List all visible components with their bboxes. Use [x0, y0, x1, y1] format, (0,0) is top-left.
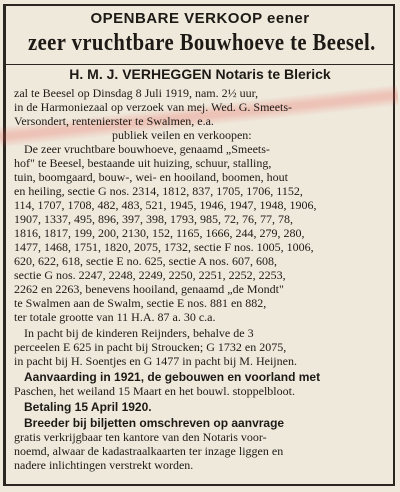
body-line: Versondert, rentenierster te Swalmen, e.a. [14, 114, 214, 128]
body-line: Paschen, het weiland 15 Maart en het bouwl. stoppelbloot. [14, 384, 295, 398]
body-line: ter totale grootte van 11 H.A. 87 a. 30 c.a. [14, 310, 216, 324]
body-line: zal te Beesel op Dinsdag 8 Juli 1919, nam. 2½ uur, [14, 86, 259, 100]
body-line: De zeer vruchtbare bouwhoeve, genaamd „Smeets- [24, 142, 270, 156]
body-line: gratis verkrijgbaar ten kantore van den Notaris voor- [14, 430, 267, 444]
body-line: sectie G nos. 2247, 2248, 2249, 2250, 2251, 2252, 2253, [14, 268, 286, 282]
body-line: noemd, alwaar de kadastraalkaarten ter inzage liggen en [14, 444, 284, 458]
body-line: 1907, 1337, 495, 896, 397, 398, 1793, 985, 72, 76, 77, 78, [14, 212, 293, 226]
heading-notary: H. M. J. VERHEGGEN Notaris te Blerick [69, 66, 331, 82]
body-line: Betaling 15 April 1920. [24, 400, 152, 414]
body-line: publiek veilen en verkoopen: [112, 128, 252, 142]
heading-farm: zeer vruchtbare Bouwhoeve te Beesel. [28, 30, 376, 56]
body-line: 114, 1707, 1708, 482, 483, 521, 1945, 1946, 1947, 1948, 1906, [14, 198, 317, 212]
body-line: In pacht bij de kinderen Reijnders, behalve de 3 [24, 326, 254, 340]
body-line: 1816, 1817, 199, 200, 2130, 152, 1165, 1666, 244, 279, 280, [14, 226, 305, 240]
body-line: 2262 en 2263, benevens hooiland, genaamd „de Mondt" [14, 282, 284, 296]
body-line: Breeder bij biljetten omschreven op aanvrage [24, 416, 285, 430]
heading-public-sale: OPENBARE VERKOOP eener [90, 10, 310, 27]
body-line: in pacht bij H. Soentjes en G 1477 in pacht bij M. Heijnen. [14, 354, 297, 368]
body-line: Aanvaarding in 1921, de gebouwen en voorland met [24, 370, 321, 384]
body-line: in de Harmoniezaal op verzoek van mej. Wed. G. Smeets- [14, 100, 293, 114]
body-line: en heiling, sectie G nos. 2314, 1812, 837, 1705, 1706, 1152, [14, 184, 303, 198]
body-line: 620, 622, 618, sectie E no. 625, sectie A nos. 607, 608, [14, 254, 277, 268]
body-line: tuin, boomgaard, bouw-, wei- en hooiland, boomen, hout [14, 170, 288, 184]
body-line: perceelen E 625 in pacht bij Stroucken; G 1732 en 2075, [14, 340, 287, 354]
body-line: nadere inlichtingen verstrekt worden. [14, 458, 194, 472]
body-line: te Swalmen aan de Swalm, sectie E nos. 881 en 882, [14, 296, 267, 310]
body-line: hof" te Beesel, bestaande uit huizing, schuur, stalling, [14, 156, 272, 170]
body-line: 1477, 1468, 1751, 1820, 2075, 1732, sectie F nos. 1005, 1006, [14, 240, 314, 254]
divider [5, 64, 393, 65]
